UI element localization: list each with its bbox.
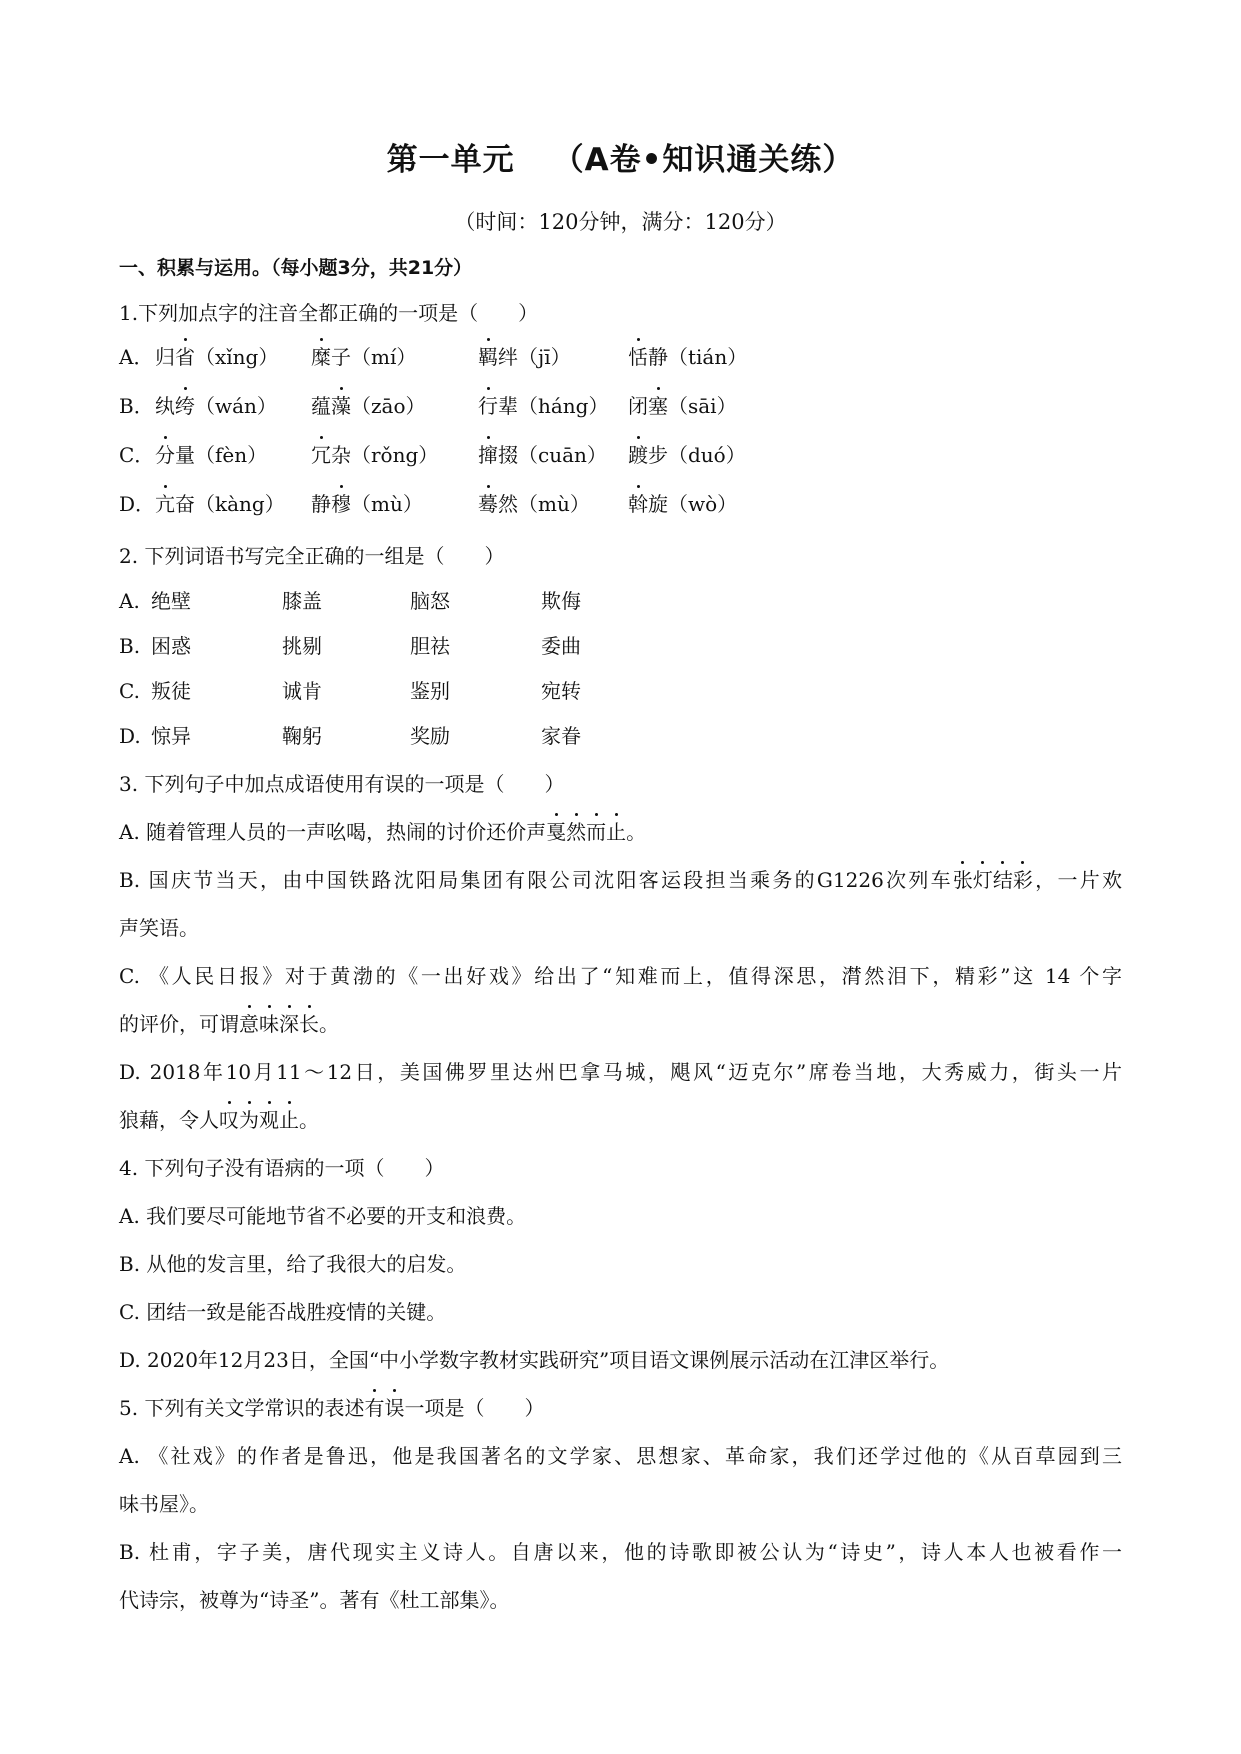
- text: 5. 下列有关文学常识的表述: [119, 1396, 365, 1420]
- option-label: B.: [119, 634, 141, 658]
- q2-stem: 2. 下列词语书写完全正确的一组是（ ）: [119, 544, 505, 568]
- text: 旋（wò）: [648, 492, 738, 516]
- word-item: 欺侮: [541, 589, 581, 613]
- text: A. 随着管理人员的一声吆喝，热闹的讨价还价声: [119, 820, 547, 844]
- text: （mù）: [351, 492, 423, 516]
- option-label: C.: [119, 679, 140, 703]
- pinyin-item: [155, 490, 285, 518]
- emphasis-dot-char: 灯: [972, 868, 993, 892]
- emphasis-dot-char: 而: [586, 820, 607, 844]
- pinyin-item: [311, 490, 423, 518]
- emphasis-dot-char: 戛: [546, 820, 567, 844]
- q5-stem: [119, 1394, 544, 1422]
- word-item: 胆祛: [410, 634, 450, 658]
- q3-option-d-line1: D. 2018年10月11～12日，美国佛罗里达州巴拿马城，飓风“迈克尔”席卷当地，大秀威力，街头一片: [119, 1060, 1122, 1084]
- text: B. 国庆节当天，由中国铁路沈阳局集团有限公司沈阳客运段担当乘务的G1226次列车: [119, 868, 953, 892]
- q4-option-d: D. 2020年12月23日，全国“中小学数字教材实践研究”项目语文课例展示活动在江津区举行。: [119, 1348, 950, 1372]
- q4-option-b: B. 从他的发言里，给了我很大的启发。: [119, 1252, 467, 1276]
- emphasis-dot-char: 观: [259, 1108, 279, 1132]
- word-item: 鉴别: [410, 679, 450, 703]
- emphasis-dot-char: 塞: [648, 394, 668, 418]
- emphasis-dot-char: 蓦: [478, 492, 498, 516]
- option-label: A.: [119, 589, 140, 613]
- word-item: 惊异: [151, 724, 191, 748]
- emphasis-dot-char: 穆: [331, 492, 351, 516]
- emphasis-dot-char: 张: [952, 868, 973, 892]
- emphasis-dot-char: 止: [279, 1108, 299, 1132]
- text: 杂（rǒng）: [331, 443, 439, 467]
- title-sub: （A卷•知识通关练）: [552, 142, 855, 178]
- q3-option-c-line2: [119, 1010, 339, 1038]
- emphasis-dot-char: 藻: [331, 394, 351, 418]
- text: （zāo）: [351, 394, 426, 418]
- q1-stem: 1.下列加点字的注音全都正确的一项是（ ）: [119, 301, 539, 325]
- q2-option-row: [119, 722, 819, 750]
- emphasis-dot-char: 踱: [628, 443, 648, 467]
- q3-option-a: [119, 818, 646, 846]
- word-item: 挑剔: [282, 634, 322, 658]
- word-item: 绝壁: [151, 589, 191, 613]
- q5-option-b-line1: B. 杜甫，字子美，唐代现实主义诗人。自唐以来，他的诗歌即被公认为“诗史”，诗人本人也被看作一: [119, 1540, 1122, 1564]
- emphasis-dot-char: 冗: [311, 443, 331, 467]
- pinyin-item: [628, 490, 737, 518]
- section-heading-1: 一、积累与运用。（每小题3分，共21分）: [119, 257, 473, 279]
- text: 归: [155, 345, 175, 369]
- text: 静: [311, 492, 331, 516]
- q5-option-b-line2: 代诗宗，被尊为“诗圣”。著有《杜工部集》。: [119, 1588, 510, 1612]
- title-main: 第一单元: [386, 142, 515, 178]
- text: ，一片欢: [1032, 868, 1123, 892]
- page-title: [0, 134, 1241, 179]
- word-item: 鞠躬: [282, 724, 322, 748]
- option-label: C．: [119, 443, 155, 467]
- emphasis-dot-char: 羁: [478, 345, 498, 369]
- emphasis-dot-char: 糜: [311, 345, 331, 369]
- q5-option-a-line2: 味书屋》。: [119, 1492, 209, 1516]
- q3-option-d-line2: [119, 1106, 319, 1134]
- pinyin-item: [628, 441, 746, 469]
- emphasis-dot-char: 撺: [478, 443, 498, 467]
- emphasis-dot-char: 深: [279, 1012, 299, 1036]
- emphasis-dot-char: 意: [239, 1012, 259, 1036]
- emphasis-dot-char: 叹: [219, 1108, 239, 1132]
- text: 步（duó）: [648, 443, 746, 467]
- pinyin-item: [628, 392, 737, 420]
- word-item: 委曲: [541, 634, 581, 658]
- q1-option-row: [119, 490, 1019, 518]
- emphasis-dot-char: 彩: [1012, 868, 1033, 892]
- text: 蕴: [311, 394, 331, 418]
- text: （xǐng）: [195, 345, 279, 369]
- text: 纨: [155, 394, 175, 418]
- emphasis-dot-char: 然: [566, 820, 587, 844]
- word-item: 困惑: [151, 634, 191, 658]
- text: 。: [319, 1012, 339, 1036]
- pinyin-item: [628, 343, 747, 371]
- pinyin-item: [155, 392, 277, 420]
- text: 的评价，可谓: [119, 1012, 239, 1036]
- q3-option-c-line1: C. 《人民日报》对于黄渤的《一出好戏》给出了“知难而上，值得深思，潸然泪下，精彩”这 14 个字: [119, 964, 1122, 988]
- text: 奋（kàng）: [175, 492, 285, 516]
- q5-option-a-line1: A. 《社戏》的作者是鲁迅，他是我国著名的文学家、思想家、革命家，我们还学过他的《从百草园到三: [119, 1444, 1122, 1468]
- emphasis-dot-char: 为: [239, 1108, 259, 1132]
- emphasis-dot-char: 误: [384, 1396, 405, 1420]
- q4-stem: 4. 下列句子没有语病的一项（ ）: [119, 1156, 445, 1180]
- text: 辈（háng）: [498, 394, 609, 418]
- word-item: 奖励: [410, 724, 450, 748]
- q3-option-b-line1: [119, 866, 1122, 894]
- text: （sāi）: [668, 394, 737, 418]
- word-item: 膝盖: [282, 589, 322, 613]
- option-label: B．: [119, 394, 154, 418]
- q1-option-row: [119, 392, 1019, 420]
- emphasis-dot-char: 绔: [175, 394, 195, 418]
- text: 绊（jī）: [498, 345, 571, 369]
- word-item: 叛徒: [151, 679, 191, 703]
- word-item: 脑怒: [410, 589, 450, 613]
- q4-option-c: C. 团结一致是能否战胜疫情的关键。: [119, 1300, 447, 1324]
- pinyin-item: [478, 441, 607, 469]
- emphasis-dot-char: 味: [259, 1012, 279, 1036]
- text: 。: [626, 820, 647, 844]
- text: （wán）: [195, 394, 277, 418]
- q2-option-row: [119, 677, 819, 705]
- option-label: D.: [119, 724, 141, 748]
- pinyin-item: [311, 392, 426, 420]
- emphasis-dot-char: 有: [364, 1396, 385, 1420]
- word-item: 宛转: [541, 679, 581, 703]
- q1-option-row: [119, 343, 1019, 371]
- option-label: A．: [119, 345, 154, 369]
- text: 掇（cuān）: [498, 443, 607, 467]
- pinyin-item: [311, 441, 438, 469]
- text: 闭: [628, 394, 648, 418]
- pinyin-item: [155, 441, 267, 469]
- q2-option-row: [119, 587, 819, 615]
- q1-option-row: [119, 441, 1019, 469]
- q3-option-b-line2: 声笑语。: [119, 916, 199, 940]
- emphasis-dot-char: 长: [299, 1012, 319, 1036]
- pinyin-item: [155, 343, 278, 371]
- emphasis-dot-char: 结: [992, 868, 1013, 892]
- emphasis-dot-char: 止: [606, 820, 627, 844]
- option-label: D．: [119, 492, 156, 516]
- emphasis-dot-char: 行: [478, 394, 498, 418]
- q3-stem: 3. 下列句子中加点成语使用有误的一项是（ ）: [119, 772, 565, 796]
- text: 狼藉，令人: [119, 1108, 219, 1132]
- text: 量（fèn）: [175, 443, 268, 467]
- word-item: 家眷: [541, 724, 581, 748]
- emphasis-dot-char: 分: [155, 443, 175, 467]
- text: 。: [299, 1108, 319, 1132]
- pinyin-item: [311, 343, 416, 371]
- emphasis-dot-char: 亢: [155, 492, 175, 516]
- exam-time-score: （时间：120分钟，满分：120分）: [454, 210, 787, 234]
- emphasis-dot-char: 恬: [628, 345, 648, 369]
- emphasis-dot-char: 斡: [628, 492, 648, 516]
- q2-option-row: [119, 632, 819, 660]
- word-item: 诚肯: [282, 679, 322, 703]
- text: 然（mù）: [498, 492, 590, 516]
- text: 静（tián）: [648, 345, 748, 369]
- text: 一项是（ ）: [404, 1396, 545, 1420]
- text: 子（mí）: [331, 345, 417, 369]
- emphasis-dot-char: 省: [175, 345, 195, 369]
- pinyin-item: [478, 392, 609, 420]
- q4-option-a: A. 我们要尽可能地节省不必要的开支和浪费。: [119, 1204, 527, 1228]
- pinyin-item: [478, 490, 590, 518]
- pinyin-item: [478, 343, 571, 371]
